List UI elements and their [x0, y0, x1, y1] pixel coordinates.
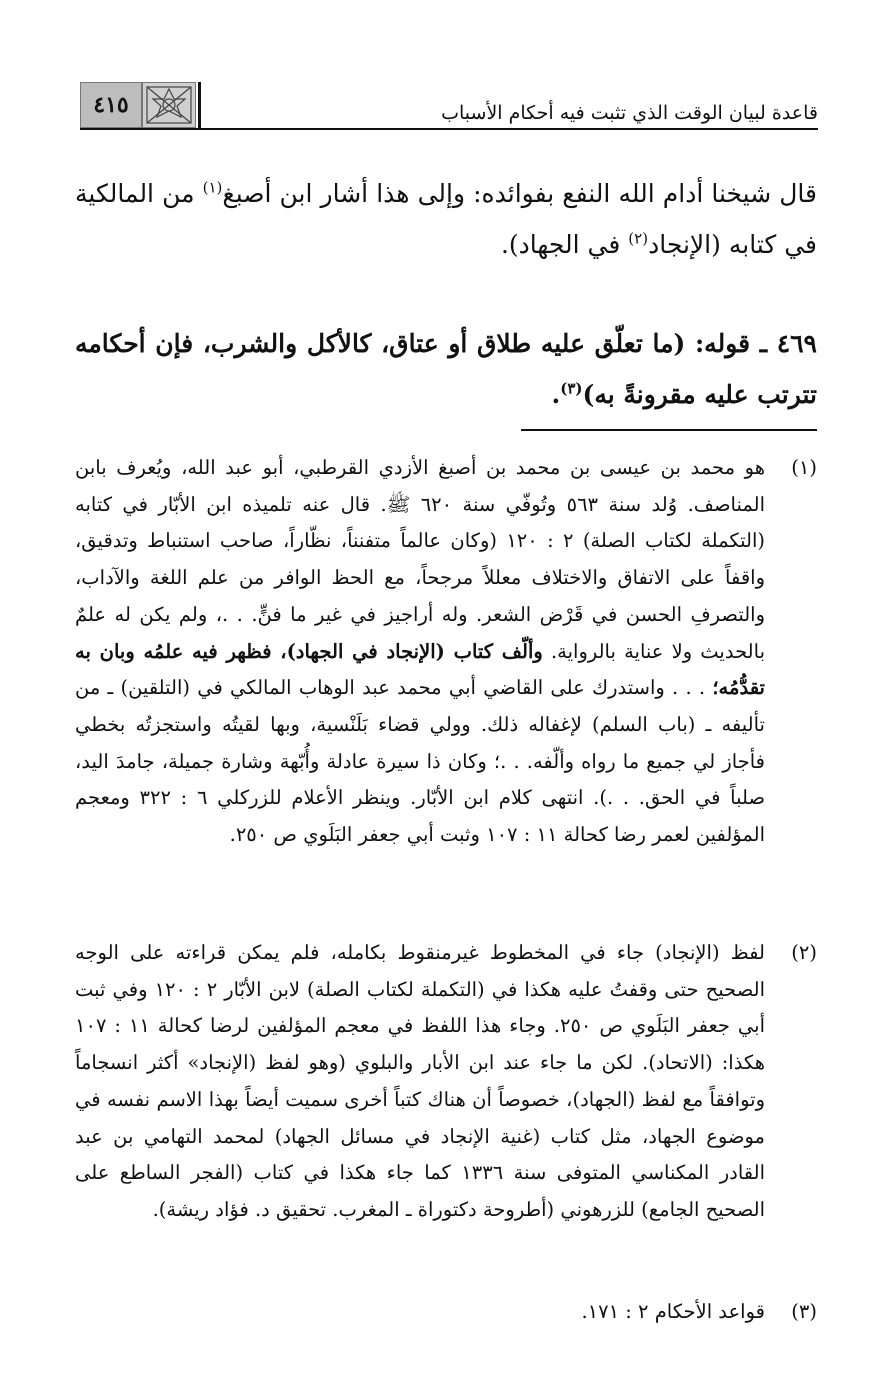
running-header — [80, 78, 818, 130]
footnote-1-text-a: هو محمد بن عيسى بن محمد بن أصبغ الأزدي القرطبي، أبو عبد الله، ويُعرف بابن المناصف. وُلد سنة ٥٦٣ وتُوفّي سنة ٦٢٠ ﷺ. قال عنه تلميذه ابن الأبّار في كتابه (التكملة لكتاب الصلة) ٢ : ١٢٠ (وكان عالماً متفنناً، نظّاراً، صاحب استنباط وتدقيق، واقفاً على الاتفاق والاختلاف معللاً مرجحاً، مع الحظ الوافر من علم اللغة والآداب، والتصرفِ الحسن في قَرْض الشعر. وله أراجيز في غير ما فنٍّ. . .، ولم يكن له علمٌ بالحديث ولا عناية بالرواية. — [75, 456, 765, 663]
header-rule — [80, 128, 818, 130]
geometric-star-ornament-icon — [142, 82, 196, 128]
footnote-ref-1: (١) — [202, 178, 223, 197]
footnote-separator — [521, 429, 817, 431]
footnote-3 — [75, 1294, 817, 1331]
footnote-1-text-b: . . . واستدرك على القاضي أبي محمد عبد الوهاب المالكي في (التلقين) ـ من تأليفه ـ (باب السلم) لإغفاله ذلك. وولي قضاء بَلَنْسية، وبها لقيتُه واستجزتُه بخطي فأجاز لي جميع ما رواه وألّفه. . .؛ وكان ذا سيرة عادلة وأُبّهة وشارة جميلة، جامدَ اليد، صلباً في الحق. . .). انتهى كلام ابن الأبّار. وينظر الأعلام للزركلي ٦ : ٣٢٢ ومعجم المؤلفين لعمر رضا كحالة ١١ : ١٠٧ وثبت أبي جعفر البَلَوي ص ٢٥٠. — [75, 676, 765, 847]
p1-text-c: في الجهاد). — [500, 230, 629, 259]
footnote-number: (٣) — [791, 1300, 817, 1323]
footnote-1 — [75, 450, 817, 854]
footnote-number: (١) — [791, 456, 817, 479]
footnote-text: قواعد الأحكام ٢ : ١٧١. — [581, 1300, 765, 1323]
p1-text-a: قال شيخنا أدام الله النفع بفوائده: وإلى هذا أشار ابن أصبغ — [222, 179, 817, 208]
footnote-text: لفظ (الإنجاد) جاء في المخطوط غيرمنقوط بكامله، فلم يمكن قراءته على الوجه الصحيح حتى وقفتُ عليه هكذا في (التكملة لكتاب الصلة) لابن الأبّار ٢ : ١٢٠ وفي ثبت أبي جعفر البَلَوي ص ٢٥٠. وجاء هذا اللفظ في معجم المؤلفين لرضا كحالة ١١ : ١٠٧ هكذا: (الاتحاد). لكن ما جاء عند ابن الأبار والبلوي (وهو لفظ (الإنجاد» أكثر انسجاماً وتوافقاً مع لفظ (الجهاد)، خصوصاً أن هناك كتباً أخرى سميت أيضاً بهذا الاسم نفسه في موضوع الجهاد، مثل كتاب (غنية الإنجاد في مسائل الجهاد) لمحمد التهامي بن عبد القادر المكناسي المتوفى سنة ١٣٣٦ كما جاء هكذا في كتاب (الفجر الساطع على الصحيح الجامع) للزرهوني (أطروحة دكتوراة ـ المغرب. تحقيق د. فؤاد ريشة). — [75, 941, 766, 1221]
footnote-ref-3: (٣) — [560, 379, 583, 398]
page-number: ٤١٥ — [80, 82, 142, 128]
p2-text-b: . — [551, 380, 561, 409]
header-title: قاعدة لبيان الوقت الذي تثبت فيه أحكام الأسباب — [441, 102, 818, 124]
footnote-number: (٢) — [791, 941, 817, 964]
footnote-ref-2: (٢) — [628, 229, 649, 248]
body-paragraph-469 — [75, 318, 817, 420]
footnote-text — [75, 450, 765, 854]
p1-text-b: من المالكية في كتابه (الإنجاد — [75, 179, 817, 259]
footnote-1-bold-quote: وألّف كتاب (الإنجاد في الجهاد)، فظهر فيه علمُه وبان به تقدُّمُه؛ — [75, 639, 765, 700]
footnote-2 — [75, 935, 817, 1229]
p2-text-a: ٤٦٩ ـ قوله: (ما تعلّق عليه طلاق أو عتاق، كالأكل والشرب، فإن أحكامه تترتب عليه مقرونةً به) — [75, 329, 817, 409]
header-divider — [198, 82, 201, 128]
body-paragraph-1 — [75, 168, 817, 270]
